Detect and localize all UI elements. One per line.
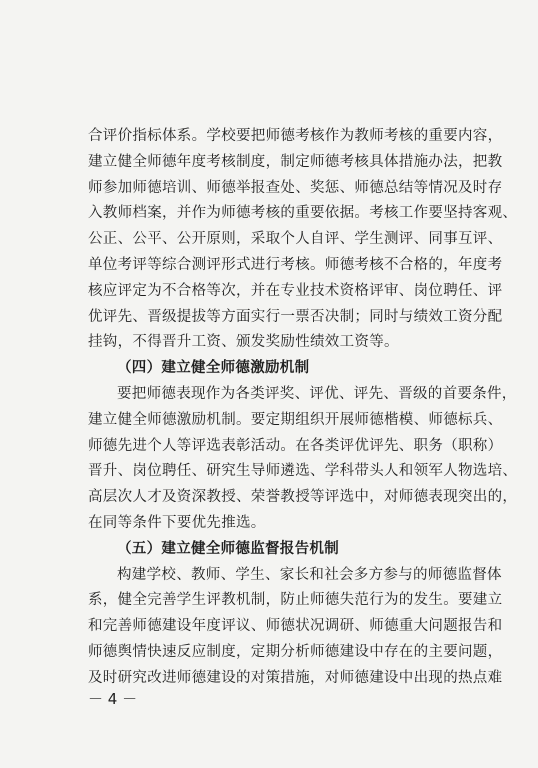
text-line: 优评先、晋级提拔等方面实行一票否决制；同时与绩效工资分配	[88, 308, 503, 325]
text-line: 和完善师德建设年度评议、师德状况调研、师德重大问题报告和	[88, 618, 503, 635]
text-line: 系，健全完善学生评教机制，防止师德失范行为的发生。要建立	[88, 592, 503, 609]
document-body	[88, 124, 518, 692]
text-line: 单位考评等综合测评形式进行考核。师德考核不合格的，年度考	[88, 256, 503, 273]
section-heading-supervision: （五）建立健全师德监督报告机制	[117, 540, 339, 557]
text-line: 师参加师德培训、师德举报查处、奖惩、师德总结等情况及时存	[88, 179, 503, 196]
text-line: 在同等条件下要优先推选。	[88, 514, 266, 531]
paragraph-supervision	[88, 563, 503, 692]
section-heading-incentive: （四）建立健全师德激励机制	[117, 360, 310, 377]
text-line: 建立健全师德激励机制。要定期组织开展师德楷模、师德标兵、	[88, 411, 503, 428]
text-line: 核应评定为不合格等次，并在专业技术资格评审、岗位聘任、评	[88, 282, 503, 299]
text-line: 要把师德表现作为各类评奖、评优、评先、晋级的首要条件，	[117, 385, 517, 402]
page-number: － 4 －	[88, 690, 138, 708]
paragraph-assessment	[88, 124, 518, 356]
text-line: 高层次人才及资深教授、荣誉教授等评选中，对师德表现突出的，	[88, 489, 518, 506]
text-line: 师德先进个人等评选表彰活动。在各类评优评先、职务（职称）	[88, 437, 503, 454]
text-line: 师德舆情快速反应制度，定期分析师德建设中存在的主要问题，	[88, 643, 503, 660]
text-line: 公正、公平、公开原则，采取个人自评、学生测评、同事互评、	[88, 231, 503, 248]
paragraph-incentive	[88, 382, 518, 537]
text-line: 构建学校、教师、学生、家长和社会多方参与的师德监督体	[117, 566, 502, 583]
text-line: 及时研究改进师德建设的对策措施，对师德建设中出现的热点难	[88, 669, 503, 686]
text-line: 晋升、岗位聘任、研究生导师遴选、学科带头人和领军人物选培、	[88, 463, 518, 480]
text-line: 入教师档案，并作为师德考核的重要依据。考核工作要坚持客观、	[88, 205, 518, 222]
text-line: 挂钩，不得晋升工资、颁发奖励性绩效工资等。	[88, 334, 399, 351]
text-line: 合评价指标体系。学校要把师德考核作为教师考核的重要内容，	[88, 128, 503, 144]
text-line: 建立健全师德年度考核制度，制定师德考核具体措施办法，把教	[88, 153, 503, 170]
